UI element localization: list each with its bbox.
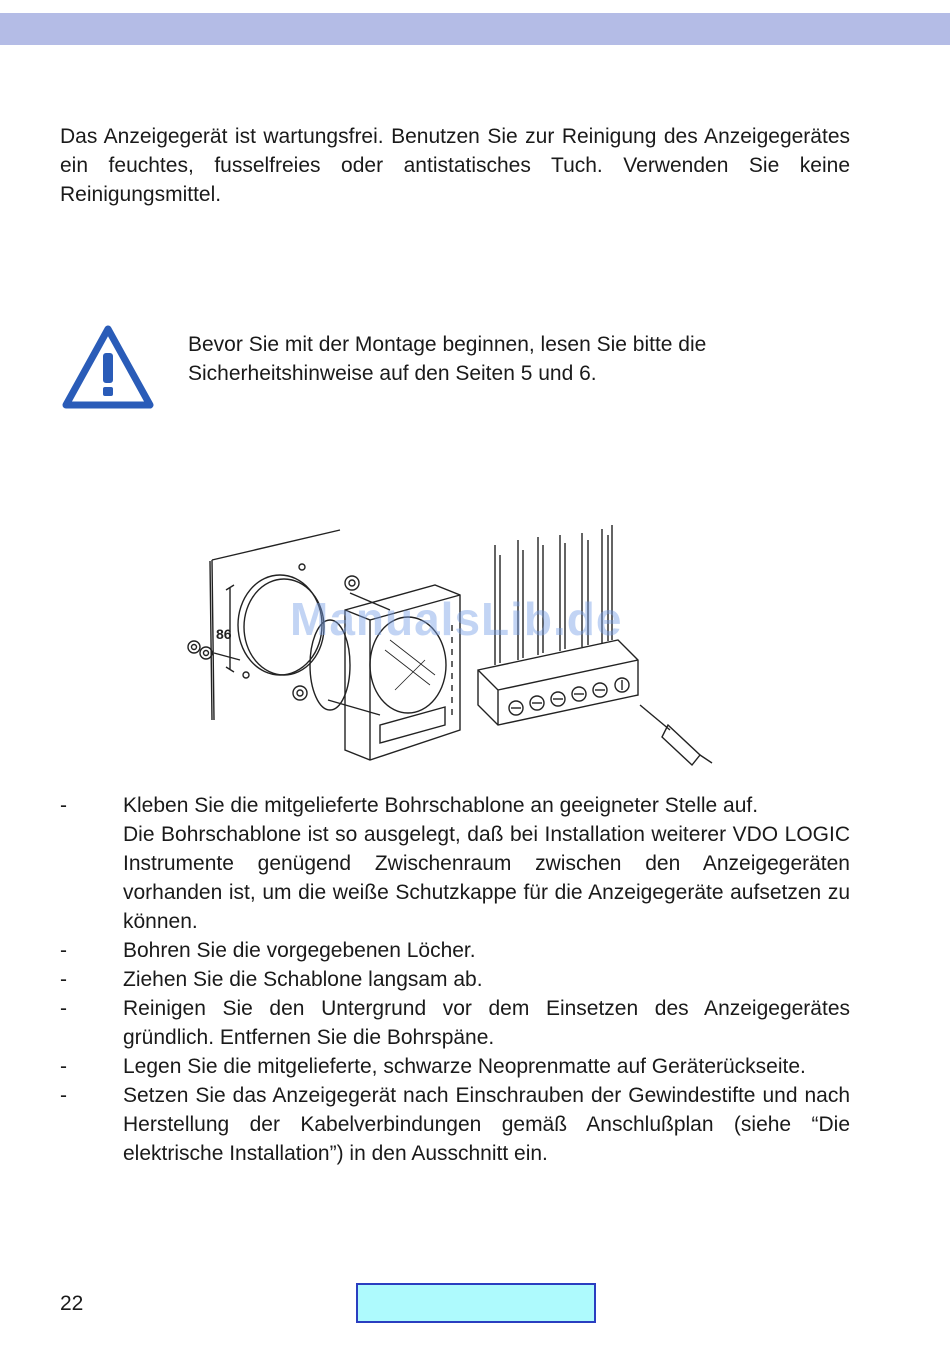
bullet: - bbox=[60, 1084, 67, 1107]
list-item bbox=[60, 994, 850, 1052]
installation-steps bbox=[60, 791, 850, 1168]
list-item bbox=[60, 965, 850, 994]
warning-triangle-icon bbox=[60, 323, 156, 411]
bullet: - bbox=[60, 939, 67, 962]
step-text: Setzen Sie das Anzeigegerät nach Einschrauben der Gewindestifte und nach Herstellung der Kabelverbindungen gemäß Anschlußplan (siehe “Die elektrische Installation”) in den Ausschnitt ein. bbox=[123, 1084, 850, 1165]
bullet: - bbox=[60, 997, 67, 1020]
page-number: 22 bbox=[60, 1292, 84, 1315]
list-item bbox=[60, 936, 850, 965]
list-item bbox=[60, 791, 850, 936]
header-bar bbox=[0, 13, 950, 45]
nav-button[interactable] bbox=[356, 1283, 596, 1323]
bullet: - bbox=[60, 1055, 67, 1078]
step-text: Ziehen Sie die Schablone langsam ab. bbox=[123, 968, 483, 991]
bullet: - bbox=[60, 794, 67, 817]
step-text: Legen Sie die mitgelieferte, schwarze Neoprenmatte auf Geräterückseite. bbox=[123, 1055, 806, 1078]
maintenance-text: Das Anzeigegerät ist wartungsfrei. Benutzen Sie zur Reinigung des Anzeigegerätes ein feuchtes, fusselfreies oder antistatisches Tuch. Verwenden Sie keine Reinigungsmittel. bbox=[60, 125, 850, 206]
step-text: Die Bohrschablone ist so ausgelegt, daß bei Installation weiterer VDO LOGIC Instrumente genügend Zwischenraum zwischen den Anzeigegeräten vorhanden ist, um die weiße Schutzkappe für die Anzeigegeräte aufsetzen zu können. bbox=[123, 823, 850, 933]
watermark-text: ManualsLib.de bbox=[290, 593, 623, 645]
list-item bbox=[60, 1052, 850, 1081]
step-text: Kleben Sie die mitgelieferte Bohrschablone an geeigneter Stelle auf. bbox=[123, 794, 759, 817]
safety-notice: Bevor Sie mit der Montage beginnen, lesen Sie bitte die Sicherheitshinweise auf den Seiten 5 und 6. bbox=[188, 333, 707, 385]
list-item bbox=[60, 1081, 850, 1168]
step-text: Reinigen Sie den Untergrund vor dem Einsetzen des Anzeigegerätes gründlich. Entfernen Sie die Bohrspäne. bbox=[123, 997, 850, 1049]
dimension-label: 86 bbox=[216, 626, 232, 642]
bullet: - bbox=[60, 968, 67, 991]
step-text: Bohren Sie die vorgegebenen Löcher. bbox=[123, 939, 476, 962]
